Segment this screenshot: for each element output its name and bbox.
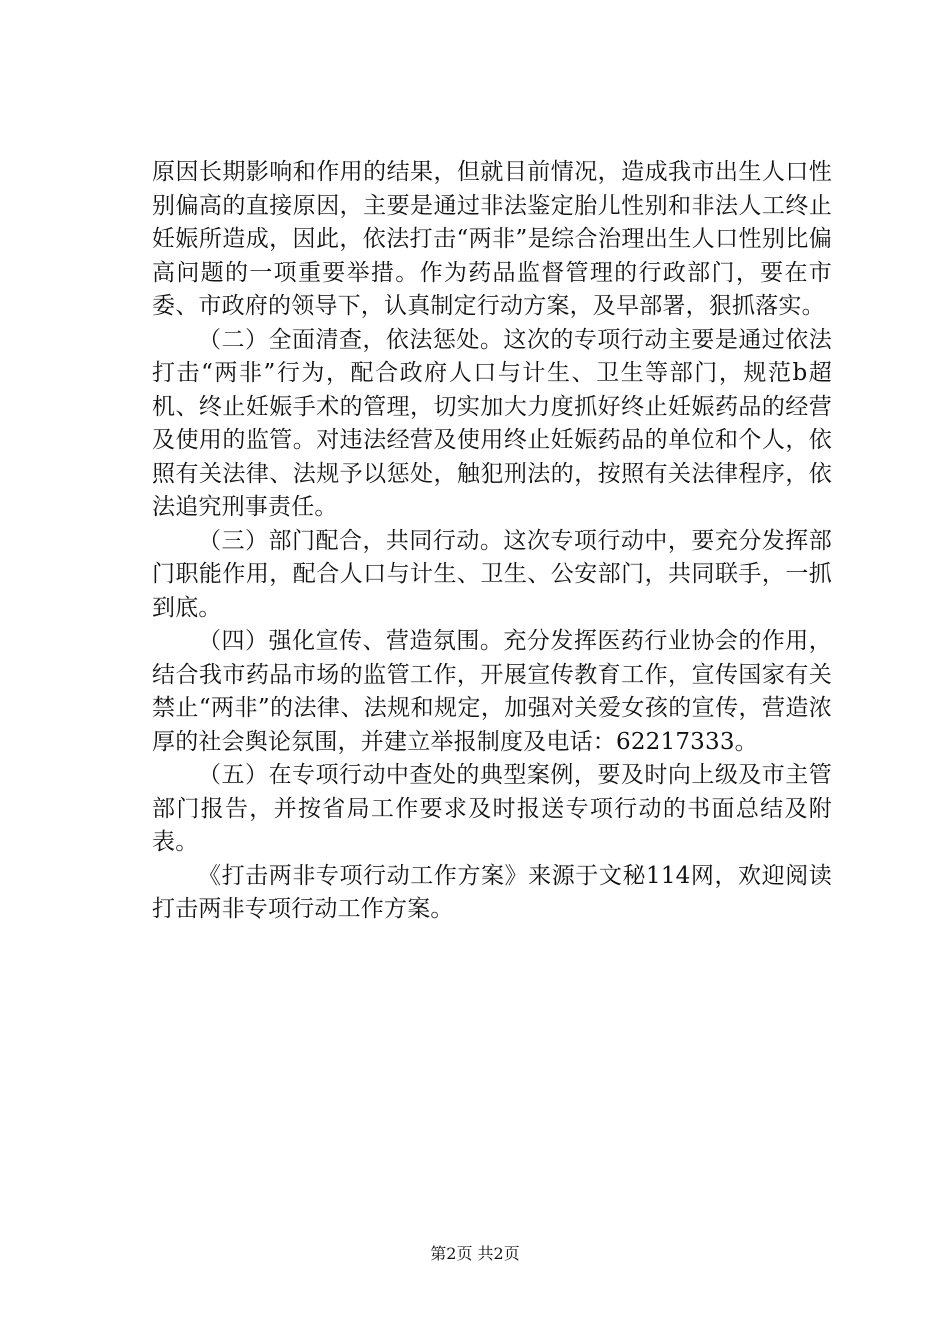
paragraph-section-3: （三）部门配合，共同行动。这次专项行动中，要充分发挥部门职能作用，配合人口与计生、卫生、公安部门，共同联手，一抓到底。 xyxy=(152,527,832,621)
document-body xyxy=(152,156,832,927)
paragraph-section-2: （二）全面清查，依法惩处。这次的专项行动主要是通过依法打击“两非”行为，配合政府人口与计生、卫生等部门，规范b超机、终止妊娠手术的管理，切实加大力度抓好终止妊娠药品的经营及使用的监管。对违法经营及使用终止妊娠药品的单位和个人，依照有关法律、法规予以惩处，触犯刑法的，按照有关法律程序，依法追究刑事责任。 xyxy=(152,326,832,520)
paragraph-continuation: 原因长期影响和作用的结果，但就目前情况，造成我市出生人口性别偏高的直接原因，主要是通过非法鉴定胎儿性别和非法人工终止妊娠所造成，因此，依法打击“两非”是综合治理出生人口性别比偏高问题的一项重要举措。作为药品监督管理的行政部门，要在市委、市政府的领导下，认真制定行动方案，及早部署，狠抓落实。 xyxy=(152,159,832,319)
page-number-footer: 第2页 共2页 xyxy=(430,1244,520,1263)
paragraph-source-note: 《打击两非专项行动工作方案》来源于文秘114网，欢迎阅读打击两非专项行动工作方案。 xyxy=(152,862,832,922)
paragraph-section-5: （五）在专项行动中查处的典型案例，要及时向上级及市主管部门报告，并按省局工作要求及时报送专项行动的书面总结及附表。 xyxy=(152,762,832,855)
paragraph-section-4: （四）强化宣传、营造氛围。充分发挥医药行业协会的作用，结合我市药品市场的监管工作，开展宣传教育工作，宣传国家有关禁止“两非”的法律、法规和规定，加强对关爱女孩的宣传，营造浓厚的社会舆论氛围，并建立举报制度及电话：62217333。 xyxy=(152,628,832,755)
